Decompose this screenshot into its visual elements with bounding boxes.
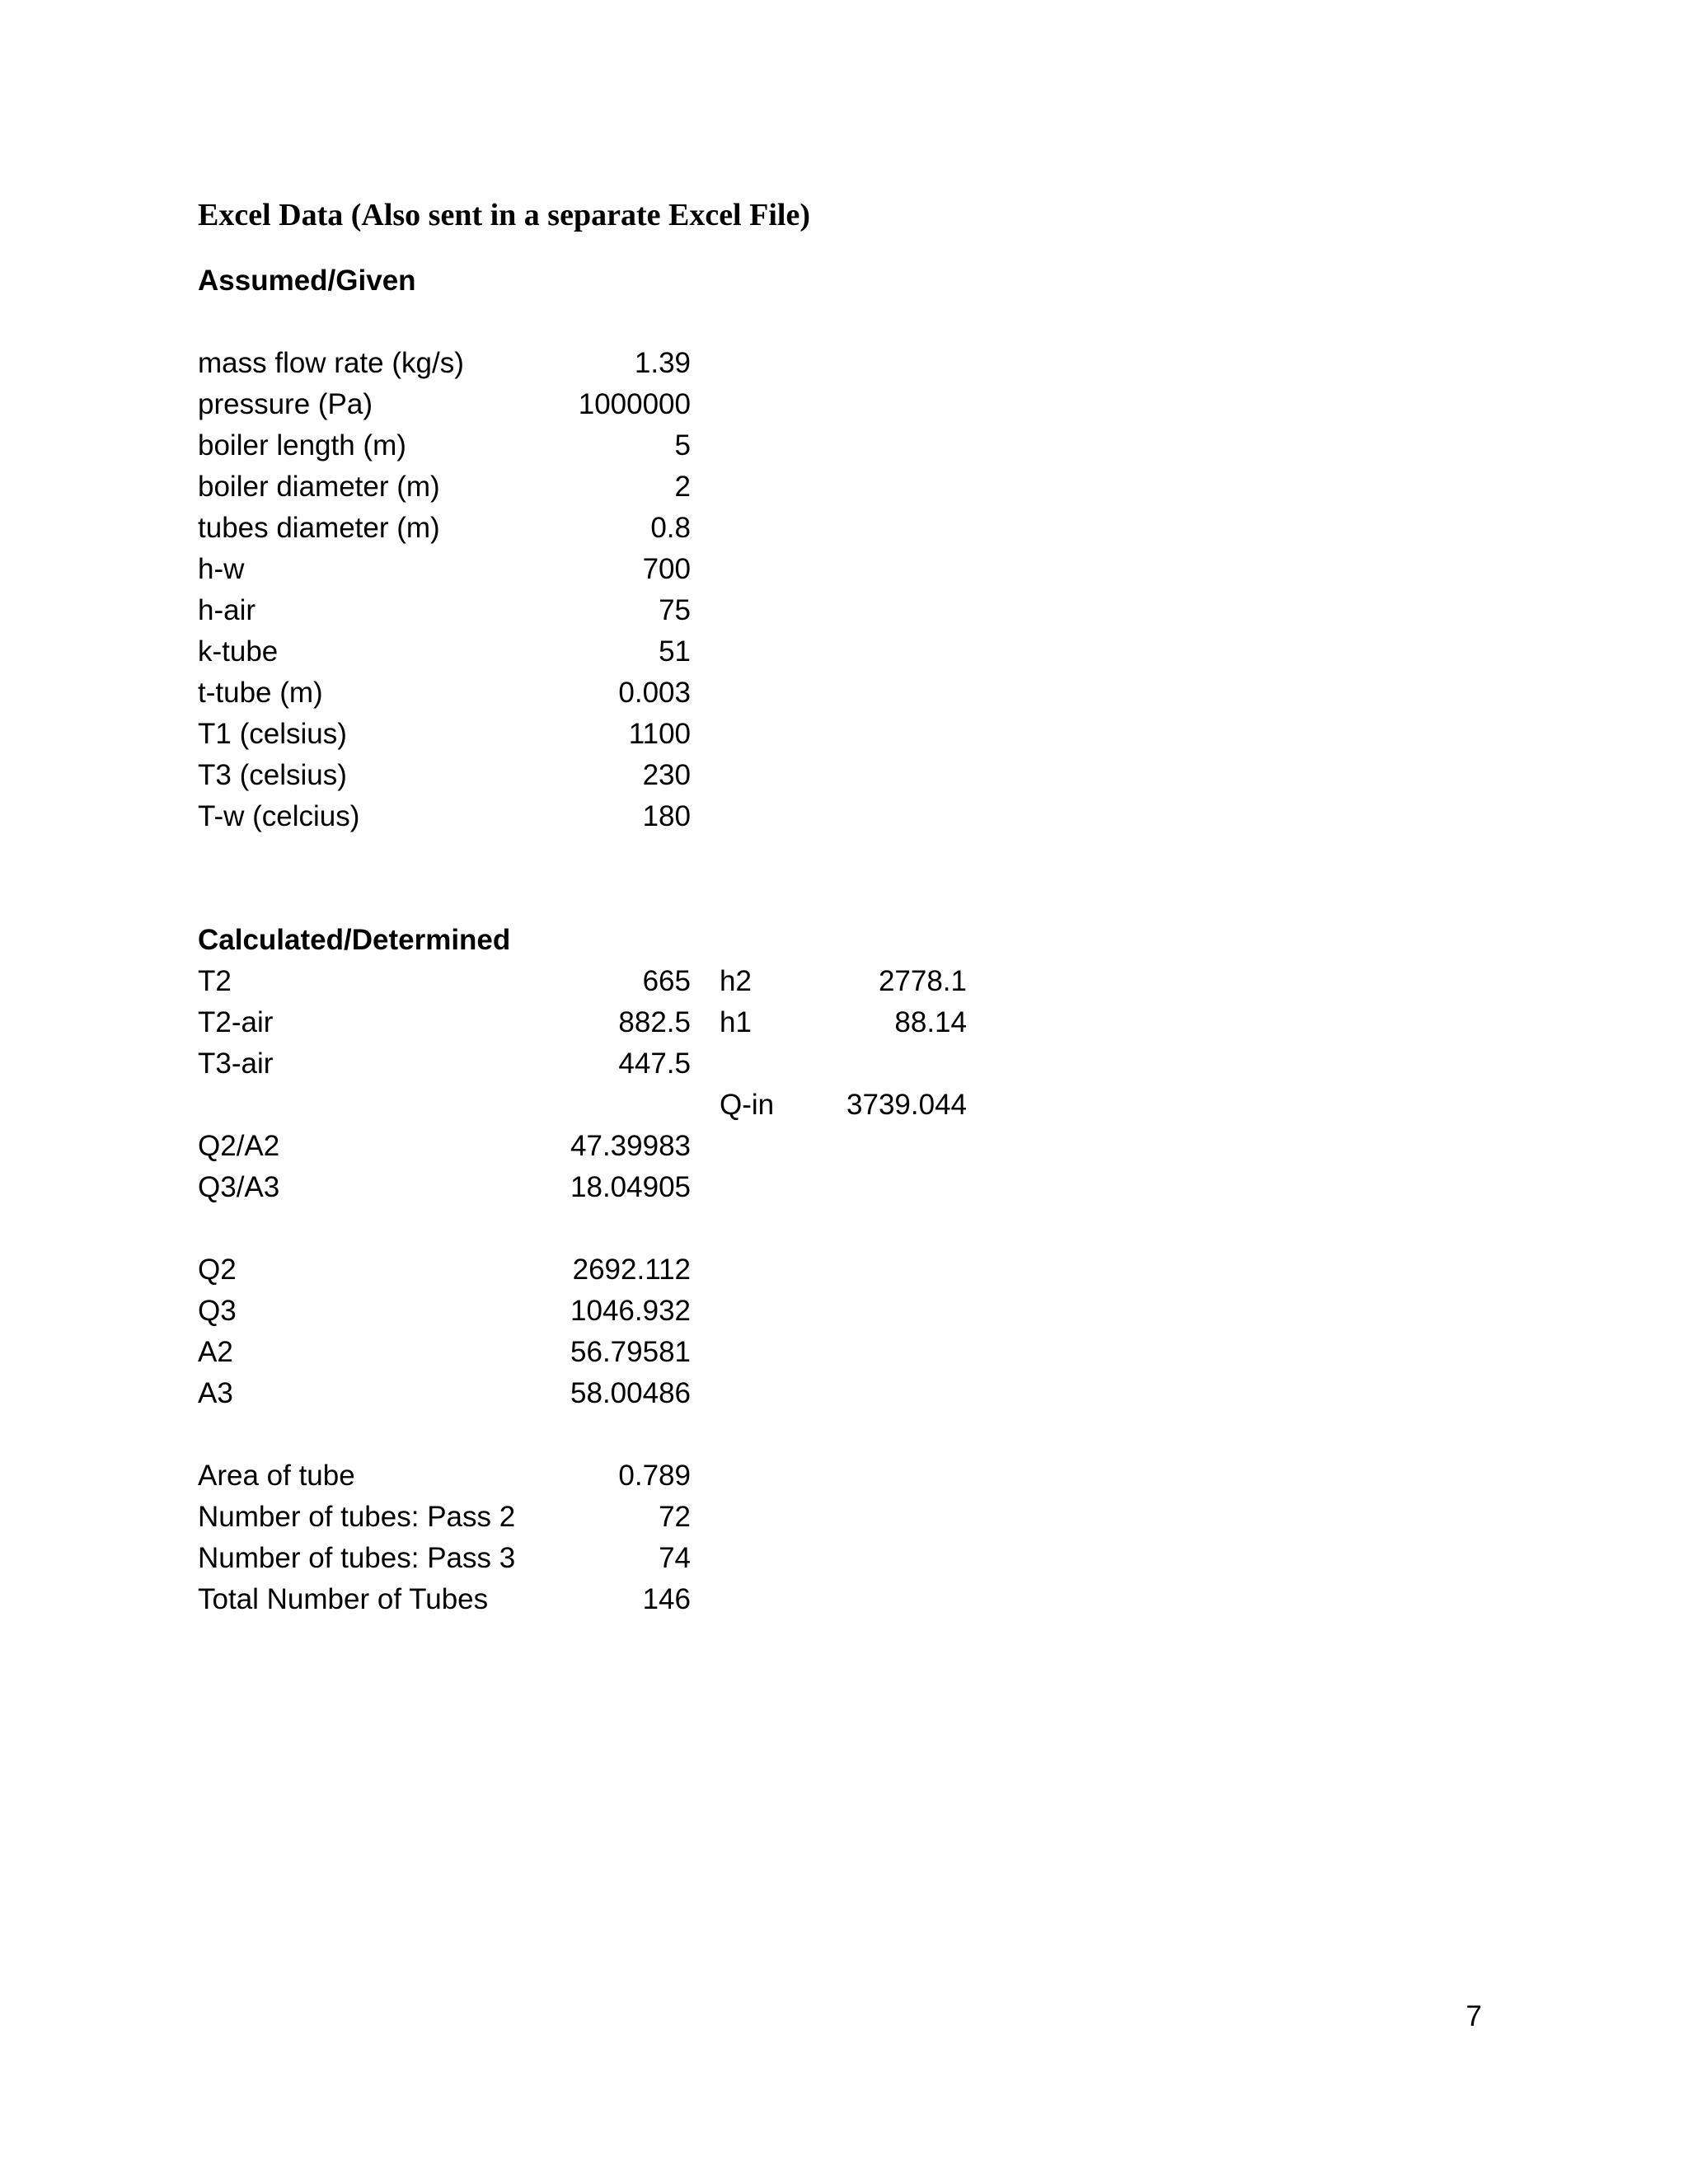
- value-boiler-length: 5: [674, 429, 691, 462]
- value-h1: 88.14: [894, 1006, 967, 1038]
- value-h-w: 700: [642, 553, 691, 585]
- label-t2: T2: [198, 965, 232, 997]
- value-tubes-diameter: 0.8: [650, 512, 691, 544]
- label-q3: Q3: [198, 1295, 237, 1327]
- label-tubes-diameter: tubes diameter (m): [198, 512, 440, 544]
- value-t-tube: 0.003: [618, 677, 691, 709]
- label-q3-a3: Q3/A3: [198, 1171, 280, 1203]
- value-q2-a2: 47.39983: [570, 1130, 691, 1162]
- label-boiler-length: boiler length (m): [198, 429, 406, 462]
- value-tubes-pass-3: 74: [659, 1542, 691, 1574]
- label-q2-a2: Q2/A2: [198, 1130, 280, 1162]
- label-pressure: pressure (Pa): [198, 388, 373, 420]
- label-area-of-tube: Area of tube: [198, 1460, 355, 1492]
- value-q3-a3: 18.04905: [570, 1171, 691, 1203]
- value-h2: 2778.1: [878, 965, 967, 997]
- label-k-tube: k-tube: [198, 635, 279, 668]
- label-t2-air: T2-air: [198, 1006, 274, 1038]
- label-mass-flow-rate: mass flow rate (kg/s): [198, 347, 464, 379]
- value-area-of-tube: 0.789: [618, 1460, 691, 1492]
- document-title: Excel Data (Also sent in a separate Excel File): [198, 198, 810, 232]
- value-boiler-diameter: 2: [674, 471, 691, 503]
- value-t3-air: 447.5: [618, 1047, 691, 1080]
- label-boiler-diameter: boiler diameter (m): [198, 471, 440, 503]
- value-q2: 2692.112: [572, 1254, 691, 1286]
- label-q2: Q2: [198, 1254, 237, 1286]
- label-t3: T3 (celsius): [198, 759, 347, 791]
- label-h-w: h-w: [198, 553, 245, 585]
- label-tubes-pass-2: Number of tubes: Pass 2: [198, 1501, 516, 1533]
- label-total-tubes: Total Number of Tubes: [198, 1583, 489, 1615]
- value-t3: 230: [642, 759, 691, 791]
- value-t1: 1100: [628, 718, 691, 750]
- value-tubes-pass-2: 72: [659, 1501, 691, 1533]
- label-tubes-pass-3: Number of tubes: Pass 3: [198, 1542, 516, 1574]
- section-heading-assumed: Assumed/Given: [198, 265, 416, 297]
- label-a2: A2: [198, 1336, 233, 1368]
- label-t1: T1 (celsius): [198, 718, 347, 750]
- label-q-in: Q-in: [720, 1089, 775, 1121]
- section-heading-calculated: Calculated/Determined: [198, 924, 511, 956]
- value-a3: 58.00486: [570, 1377, 691, 1409]
- label-a3: A3: [198, 1377, 233, 1409]
- value-total-tubes: 146: [642, 1583, 691, 1615]
- label-t-w: T-w (celcius): [198, 800, 360, 832]
- value-mass-flow-rate: 1.39: [634, 347, 691, 379]
- value-t2-air: 882.5: [618, 1006, 691, 1038]
- value-t-w: 180: [642, 800, 691, 832]
- value-q3: 1046.932: [570, 1295, 691, 1327]
- value-a2: 56.79581: [570, 1336, 691, 1368]
- label-t3-air: T3-air: [198, 1047, 274, 1080]
- value-q-in: 3739.044: [846, 1089, 967, 1121]
- value-t2: 665: [642, 965, 691, 997]
- value-k-tube: 51: [659, 635, 691, 668]
- page-number: 7: [1465, 2000, 1482, 2032]
- label-h2: h2: [720, 965, 752, 997]
- label-t-tube: t-tube (m): [198, 677, 323, 709]
- value-h-air: 75: [659, 594, 691, 626]
- value-pressure: 1000000: [578, 388, 691, 420]
- label-h1: h1: [720, 1006, 752, 1038]
- label-h-air: h-air: [198, 594, 256, 626]
